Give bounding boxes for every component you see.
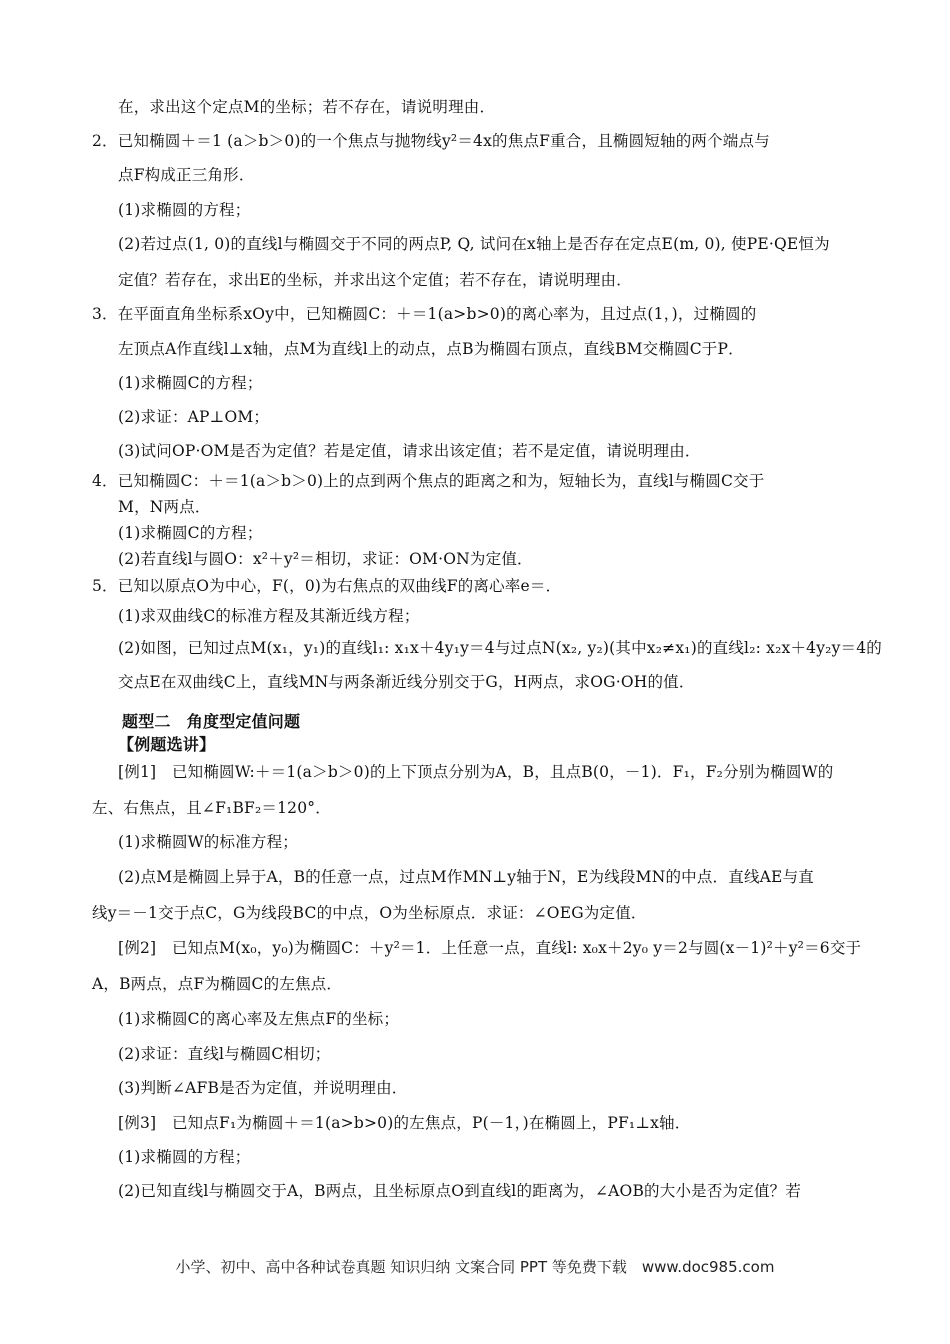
problem-2: 2．已知椭圆＋＝1 (a＞b＞0)的一个焦点与抛物线y²＝4x的焦点F重合，且椭圆短轴的两个端点与 [92, 132, 770, 150]
text-line: 在，求出这个定点M的坐标；若不存在，请说明理由． [118, 98, 496, 116]
problem-4: 4．已知椭圆C：＋＝1(a＞b＞0)上的点到两个焦点的距离之和为，短轴长为，直线l与椭圆C交于 [92, 472, 765, 490]
example-1: [例1] 已知椭圆W:＋＝1(a＞b＞0)的上下顶点分别为A，B，且点B(0，－1)．F₁，F₂分别为椭圆W的 [118, 763, 834, 781]
text-line: (1)求椭圆C的方程； [118, 374, 263, 392]
text-line: (2)若过点(1, 0)的直线l与椭圆交于不同的两点P, Q, 试问在x轴上是否存在定点E(m, 0), 使PE·QE恒为 [118, 235, 830, 253]
text-line: M，N两点． [118, 498, 211, 516]
text-line: 定值？若存在，求出E的坐标，并求出这个定值；若不存在，请说明理由． [118, 271, 632, 289]
text-line: (1)求椭圆C的方程； [118, 524, 263, 542]
footer-banner: 小学、初中、高中各种试卷真题 知识归纳 文案合同 PPT 等免费下载 www.doc985.com [175, 1258, 775, 1276]
example-2: [例2] 已知点M(x₀，y₀)为椭圆C：＋y²＝1．上任意一点，直线l: x₀x＋2y₀ y＝2与圆(x－1)²＋y²＝6交于 [118, 939, 862, 957]
text-line: 线y＝－1交于点C，G为线段BC的中点，O为坐标原点．求证：∠OEG为定值． [92, 904, 647, 922]
text-line: (2)求证：直线l与椭圆C相切； [118, 1045, 331, 1063]
text-line: (3)判断∠AFB是否为定值，并说明理由． [118, 1079, 408, 1097]
text-line: (2)如图，已知过点M(x₁，y₁)的直线l₁: x₁x＋4y₁y＝4与过点N(x₂, y₂)(其中x₂≠x₁)的直线l₂: x₂x＋4y₂y＝4的 [118, 639, 883, 657]
text-line: (1)求椭圆C的离心率及左焦点F的坐标； [118, 1010, 400, 1028]
problem-3: 3．在平面直角坐标系xOy中，已知椭圆C：＋＝1(a>b>0)的离心率为，且过点(1，)，过椭圆的 [92, 305, 757, 323]
text-line: 交点E在双曲线C上，直线MN与两条渐近线分别交于G，H两点，求OG·OH的值． [118, 673, 695, 691]
text-line: (2)若直线l与圆O：x²＋y²＝相切，求证：OM·ON为定值． [118, 550, 533, 568]
text-line: (1)求双曲线C的标准方程及其渐近线方程； [118, 607, 420, 625]
text-line: A，B两点，点F为椭圆C的左焦点． [92, 975, 343, 993]
text-line: (1)求椭圆的方程； [118, 201, 251, 219]
text-line: (1)求椭圆W的标准方程； [118, 833, 298, 851]
text-line: (2)求证：AP⊥OM； [118, 408, 270, 426]
text-line: (2)已知直线l与椭圆交于A，B两点，且坐标原点O到直线l的距离为，∠AOB的大小是否为定值？若 [118, 1182, 802, 1200]
text-line: 点F构成正三角形． [118, 166, 255, 184]
section-heading: 题型二 角度型定值问题 [122, 712, 301, 731]
text-line: (2)点M是椭圆上异于A，B的任意一点，过点M作MN⊥y轴于N，E为线段MN的中点．直线AE与直 [118, 868, 814, 886]
text-line: 左、右焦点，且∠F₁BF₂＝120°． [92, 799, 331, 817]
subsection-heading: 【例题选讲】 [118, 735, 216, 754]
example-3: [例3] 已知点F₁为椭圆＋＝1(a>b>0)的左焦点，P(－1，)在椭圆上，PF₁⊥x轴． [118, 1114, 691, 1132]
text-line: (1)求椭圆的方程； [118, 1148, 251, 1166]
text-line: 左顶点A作直线l⊥x轴，点M为直线l上的动点，点B为椭圆右顶点，直线BM交椭圆C于P． [118, 340, 744, 358]
text-line: (3)试问OP·OM是否为定值？若是定值，请求出该定值；若不是定值，请说明理由． [118, 442, 701, 460]
problem-5: 5．已知以原点O为中心，F(，0)为右焦点的双曲线F的离心率e＝． [92, 577, 562, 595]
